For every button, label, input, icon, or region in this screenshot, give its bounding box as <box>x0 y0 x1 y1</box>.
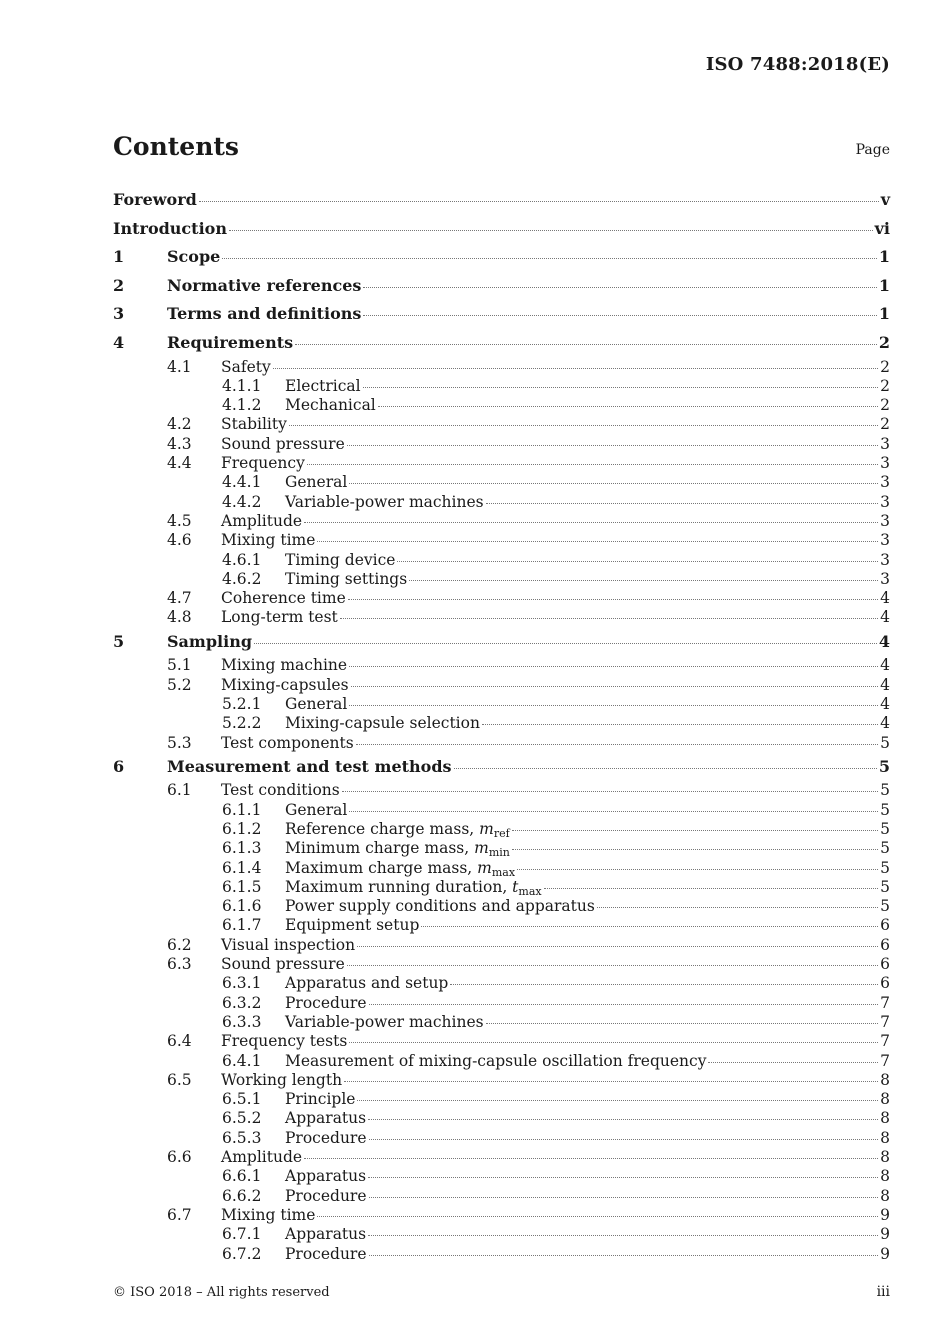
toc-entry-title: Timing settings <box>285 569 408 588</box>
toc-entry-number: 4.4.1 <box>222 473 262 492</box>
toc-entry-number: 6.1 <box>167 781 192 800</box>
toc-entry[interactable] <box>113 1052 890 1071</box>
toc-entry[interactable] <box>113 1206 890 1225</box>
toc-entry-page: 6 <box>880 916 890 935</box>
toc-entry-number: 5.2.2 <box>222 714 262 733</box>
toc-entry-title: Terms and definitions <box>167 304 362 324</box>
toc-entry-page: 4 <box>880 694 890 713</box>
math-subscript: ref <box>493 826 510 840</box>
toc-entry[interactable] <box>113 859 890 878</box>
toc-entry-number: 6.6.2 <box>222 1186 262 1205</box>
toc-entry[interactable] <box>113 435 890 454</box>
toc-entry[interactable] <box>113 272 890 301</box>
toc-entry-page: 4 <box>880 589 890 608</box>
document-id: ISO 7488:2018(E) <box>705 54 890 75</box>
toc-entry-number: 4.1 <box>167 357 192 376</box>
toc-entry-number: 1 <box>113 247 125 267</box>
toc-entry-title: Maximum charge mass, mmax <box>285 858 516 879</box>
toc-entry-number: 5.2.1 <box>222 694 262 713</box>
toc-entry-page: 2 <box>880 396 890 415</box>
math-variable: m <box>477 858 492 877</box>
dot-leader <box>357 945 878 947</box>
toc-entry-title: Variable-power machines <box>285 492 484 511</box>
dot-leader <box>450 983 878 985</box>
toc-entry-title: Frequency <box>221 454 305 473</box>
dot-leader <box>342 790 878 792</box>
toc-entry-page: 7 <box>880 993 890 1012</box>
table-of-contents <box>113 186 890 1264</box>
toc-entry-title: Apparatus <box>285 1109 367 1128</box>
toc-entry-page: 8 <box>880 1070 890 1089</box>
dot-leader <box>304 521 878 523</box>
toc-entry-title: Mixing machine <box>221 656 348 675</box>
toc-entry-title: Working length <box>221 1070 343 1089</box>
toc-entry-number: 3 <box>113 304 125 324</box>
toc-entry-number: 4.8 <box>167 608 192 627</box>
toc-entry[interactable] <box>113 897 890 916</box>
toc-entry-title: Power supply conditions and apparatus <box>285 897 595 916</box>
dot-leader <box>544 887 879 889</box>
toc-entry[interactable] <box>113 1109 890 1128</box>
toc-entry[interactable] <box>113 215 890 244</box>
toc-entry-title: Mixing time <box>221 531 316 550</box>
toc-entry-number: 4.1.2 <box>222 396 262 415</box>
math-variable: m <box>474 839 489 858</box>
toc-entry-number: 6.3 <box>167 955 192 974</box>
dot-leader <box>368 1118 878 1120</box>
footer-page-number: iii <box>876 1284 890 1300</box>
toc-entry[interactable] <box>113 676 890 695</box>
toc-entry-number: 4.6.1 <box>222 550 262 569</box>
toc-entry[interactable] <box>113 531 890 550</box>
toc-entry-title: Procedure <box>285 993 367 1012</box>
dot-leader <box>344 1080 878 1082</box>
toc-entry-title: General <box>285 800 348 819</box>
toc-entry-number: 4.5 <box>167 511 192 530</box>
toc-entry[interactable] <box>113 1167 890 1186</box>
toc-entry[interactable] <box>113 656 890 675</box>
toc-entry-page: 2 <box>880 415 890 434</box>
toc-entry-number: 6.5.1 <box>222 1090 262 1109</box>
toc-entry-title: Apparatus <box>285 1225 367 1244</box>
dot-leader <box>304 1157 878 1159</box>
toc-entry-page: vi <box>874 218 890 238</box>
toc-entry-number: 4.7 <box>167 589 192 608</box>
dot-leader <box>363 286 876 288</box>
toc-entry-number: 5 <box>113 631 125 651</box>
dot-leader <box>512 829 878 831</box>
toc-entry-page: 5 <box>880 781 890 800</box>
toc-entry-number: 6.5 <box>167 1070 192 1089</box>
toc-entry-page: v <box>880 190 890 209</box>
dot-leader <box>378 405 878 407</box>
toc-entry-page: 3 <box>880 569 890 588</box>
toc-entry-number: 6.3.2 <box>222 993 262 1012</box>
toc-entry-number: 6.1.5 <box>222 877 262 896</box>
dot-leader <box>363 314 876 316</box>
toc-entry-title: Reference charge mass, mref <box>285 819 510 840</box>
toc-entry-page: 8 <box>880 1128 890 1147</box>
toc-entry-page: 5 <box>880 839 890 858</box>
dot-leader <box>368 1176 878 1178</box>
dot-leader <box>486 1022 879 1024</box>
toc-entry[interactable] <box>113 454 890 473</box>
toc-entry[interactable] <box>113 1013 890 1032</box>
toc-entry-page: 3 <box>880 473 890 492</box>
toc-entry[interactable] <box>113 473 890 492</box>
page-column-label: Page <box>855 142 890 158</box>
toc-entry-title: Test components <box>221 733 354 752</box>
toc-entry[interactable] <box>113 1187 890 1206</box>
toc-entry[interactable] <box>113 1225 890 1244</box>
dot-leader <box>347 444 878 446</box>
toc-entry[interactable] <box>113 1129 890 1148</box>
dot-leader <box>289 424 878 426</box>
dot-leader <box>199 200 879 202</box>
toc-entry-page: 9 <box>880 1205 890 1224</box>
math-subscript: max <box>491 865 516 879</box>
toc-entry[interactable] <box>113 186 890 215</box>
toc-entry-page: 4 <box>880 714 890 733</box>
toc-entry-page: 8 <box>880 1109 890 1128</box>
toc-entry-title: General <box>285 473 348 492</box>
toc-entry-title: Long-term test <box>221 608 338 627</box>
toc-entry-title: Mechanical <box>285 396 376 415</box>
toc-entry-page: 1 <box>878 247 890 267</box>
dot-leader <box>317 1215 878 1217</box>
toc-entry[interactable] <box>113 801 890 820</box>
toc-entry[interactable] <box>113 1090 890 1109</box>
toc-entry-page: 3 <box>880 531 890 550</box>
toc-entry-title: Test conditions <box>221 781 340 800</box>
dot-leader <box>486 502 879 504</box>
toc-entry[interactable] <box>113 551 890 570</box>
toc-entry-title: Measurement of mixing-capsule oscillation frequency <box>285 1051 707 1070</box>
toc-entry-number: 6.7.2 <box>222 1244 262 1263</box>
footer-copyright: © ISO 2018 – All rights reserved <box>113 1285 330 1300</box>
dot-leader <box>357 1099 878 1101</box>
dot-leader <box>597 906 878 908</box>
toc-entry[interactable] <box>113 329 890 358</box>
toc-entry-page: 3 <box>880 550 890 569</box>
math-variable: t <box>512 877 519 896</box>
toc-entry[interactable] <box>113 415 890 434</box>
toc-entry-title: Variable-power machines <box>285 1012 484 1031</box>
dot-leader <box>273 367 878 369</box>
toc-entry-title: Mixing-capsules <box>221 675 349 694</box>
toc-entry-title: Normative references <box>167 275 362 295</box>
toc-entry-number: 6.6.1 <box>222 1167 262 1186</box>
toc-entry-page: 1 <box>878 275 890 295</box>
toc-entry-page: 8 <box>880 1186 890 1205</box>
dot-leader <box>397 560 878 562</box>
toc-entry-title: Sound pressure <box>221 955 345 974</box>
toc-entry-number: 4.3 <box>167 434 192 453</box>
toc-entry-title: General <box>285 694 348 713</box>
toc-entry-page: 2 <box>880 357 890 376</box>
toc-entry-title: Safety <box>221 357 271 376</box>
dot-leader <box>349 665 878 667</box>
dot-leader <box>409 579 878 581</box>
toc-entry-number: 6 <box>113 756 125 776</box>
toc-entry[interactable] <box>113 994 890 1013</box>
dot-leader <box>454 767 877 769</box>
dot-leader <box>295 343 877 345</box>
toc-entry-page: 6 <box>880 974 890 993</box>
toc-entry-page: 9 <box>880 1244 890 1263</box>
toc-entry[interactable] <box>113 734 890 753</box>
dot-leader <box>517 868 878 870</box>
toc-entry-number: 4.4.2 <box>222 492 262 511</box>
toc-entry-number: 6.7 <box>167 1205 192 1224</box>
toc-entry[interactable] <box>113 695 890 714</box>
toc-entry-page: 8 <box>880 1148 890 1167</box>
toc-entry-number: 2 <box>113 275 125 295</box>
toc-entry[interactable] <box>113 955 890 974</box>
toc-entry-number: 4.2 <box>167 415 192 434</box>
toc-entry[interactable] <box>113 820 890 839</box>
toc-entry-title: Stability <box>221 415 287 434</box>
dot-leader <box>363 386 879 388</box>
toc-entry-page: 4 <box>878 631 890 651</box>
toc-entry[interactable] <box>113 1071 890 1090</box>
dot-leader <box>349 704 878 706</box>
toc-entry-title: Equipment setup <box>285 916 420 935</box>
toc-entry[interactable] <box>113 974 890 993</box>
toc-entry-number: 6.6 <box>167 1148 192 1167</box>
toc-entry-page: 4 <box>880 656 890 675</box>
toc-entry-number: 6.1.3 <box>222 839 262 858</box>
toc-entry-page: 5 <box>880 800 890 819</box>
toc-entry-number: 6.4.1 <box>222 1051 262 1070</box>
toc-entry-page: 2 <box>878 332 890 352</box>
toc-entry-title: Principle <box>285 1090 356 1109</box>
dot-leader <box>349 810 878 812</box>
math-subscript: min <box>488 846 510 860</box>
toc-entry-title: Amplitude <box>221 1148 303 1167</box>
dot-leader <box>482 723 878 725</box>
toc-entry-number: 4.6.2 <box>222 569 262 588</box>
toc-entry-number: 6.1.6 <box>222 897 262 916</box>
toc-entry-page: 6 <box>880 955 890 974</box>
toc-entry-title: Frequency tests <box>221 1032 348 1051</box>
toc-entry-page: 5 <box>880 877 890 896</box>
dot-leader <box>351 685 879 687</box>
toc-entry-number: 6.1.1 <box>222 800 262 819</box>
toc-entry-page: 5 <box>880 733 890 752</box>
toc-entry-page: 3 <box>880 434 890 453</box>
toc-entry[interactable] <box>113 839 890 858</box>
toc-entry-number: 4 <box>113 332 125 352</box>
toc-entry[interactable] <box>113 628 890 657</box>
toc-entry[interactable] <box>113 936 890 955</box>
toc-entry-title: Coherence time <box>221 589 346 608</box>
toc-entry-title: Sampling <box>167 631 253 651</box>
dot-leader <box>317 540 878 542</box>
toc-entry-title: Requirements <box>167 332 294 352</box>
toc-entry-title: Apparatus <box>285 1167 367 1186</box>
toc-entry-page: 5 <box>880 897 890 916</box>
contents-heading: Contents <box>113 132 240 161</box>
dot-leader <box>369 1254 879 1256</box>
toc-entry-page: 5 <box>880 858 890 877</box>
toc-entry-number: 6.2 <box>167 935 192 954</box>
toc-entry-number: 6.1.4 <box>222 858 262 877</box>
toc-entry-number: 5.1 <box>167 656 192 675</box>
toc-entry-number: 6.5.2 <box>222 1109 262 1128</box>
toc-entry-page: 2 <box>880 376 890 395</box>
toc-entry-page: 9 <box>880 1225 890 1244</box>
toc-entry[interactable] <box>113 1245 890 1264</box>
toc-entry-page: 6 <box>880 935 890 954</box>
toc-entry[interactable] <box>113 916 890 935</box>
toc-entry-page: 5 <box>878 756 890 776</box>
toc-entry-title: Mixing time <box>221 1205 316 1224</box>
toc-entry[interactable] <box>113 714 890 733</box>
toc-entry-title: Maximum running duration, tmax <box>285 877 542 898</box>
toc-entry[interactable] <box>113 377 890 396</box>
toc-entry-title: Amplitude <box>221 511 303 530</box>
toc-entry-title: Procedure <box>285 1244 367 1263</box>
toc-entry[interactable] <box>113 753 890 782</box>
toc-entry-page: 5 <box>880 819 890 838</box>
toc-entry[interactable] <box>113 608 890 627</box>
toc-entry[interactable] <box>113 589 890 608</box>
dot-leader <box>347 964 878 966</box>
toc-entry-title: Minimum charge mass, mmin <box>285 839 510 860</box>
toc-entry-title: Measurement and test methods <box>167 756 452 776</box>
toc-entry-number: 6.3.1 <box>222 974 262 993</box>
toc-entry[interactable] <box>113 358 890 377</box>
toc-entry-page: 7 <box>880 1012 890 1031</box>
toc-entry-number: 4.4 <box>167 454 192 473</box>
dot-leader <box>421 925 878 927</box>
toc-entry-number: 6.1.7 <box>222 916 262 935</box>
toc-entry-number: 6.3.3 <box>222 1012 262 1031</box>
toc-entry-number: 5.3 <box>167 733 192 752</box>
toc-entry-title: Electrical <box>285 376 361 395</box>
dot-leader <box>512 848 878 850</box>
toc-entry-title: Procedure <box>285 1128 367 1147</box>
toc-entry[interactable] <box>113 493 890 512</box>
toc-entry[interactable] <box>113 1032 890 1051</box>
toc-entry[interactable] <box>113 781 890 800</box>
dot-leader <box>307 463 878 465</box>
dot-leader <box>254 642 877 644</box>
toc-entry-title: Procedure <box>285 1186 367 1205</box>
toc-entry-number: 5.2 <box>167 675 192 694</box>
toc-entry-title: Sound pressure <box>221 434 345 453</box>
dot-leader <box>369 1138 879 1140</box>
toc-entry[interactable] <box>113 300 890 329</box>
toc-entry[interactable] <box>113 878 890 897</box>
toc-entry-number: 6.4 <box>167 1032 192 1051</box>
dot-leader <box>229 229 873 231</box>
toc-entry[interactable] <box>113 396 890 415</box>
toc-entry-page: 7 <box>880 1032 890 1051</box>
math-variable: m <box>479 819 494 838</box>
toc-entry-page: 8 <box>880 1090 890 1109</box>
toc-entry[interactable] <box>113 512 890 531</box>
toc-entry-page: 3 <box>880 511 890 530</box>
toc-entry[interactable] <box>113 243 890 272</box>
toc-entry-page: 4 <box>880 608 890 627</box>
toc-entry-title: Foreword <box>113 190 197 209</box>
toc-entry-page: 8 <box>880 1167 890 1186</box>
toc-entry-page: 4 <box>880 675 890 694</box>
toc-entry-number: 6.7.1 <box>222 1225 262 1244</box>
dot-leader <box>349 482 878 484</box>
toc-entry-title: Scope <box>167 247 221 267</box>
dot-leader <box>368 1234 878 1236</box>
toc-entry[interactable] <box>113 570 890 589</box>
toc-entry-number: 6.1.2 <box>222 819 262 838</box>
dot-leader <box>708 1061 878 1063</box>
dot-leader <box>348 598 878 600</box>
toc-entry-number: 4.6 <box>167 531 192 550</box>
dot-leader <box>356 743 878 745</box>
toc-entry-title: Apparatus and setup <box>285 974 449 993</box>
toc-entry-number: 6.5.3 <box>222 1128 262 1147</box>
toc-entry-title: Visual inspection <box>221 935 356 954</box>
toc-entry-title: Introduction <box>113 218 227 238</box>
dot-leader <box>369 1196 879 1198</box>
toc-entry-page: 3 <box>880 492 890 511</box>
toc-entry[interactable] <box>113 1148 890 1167</box>
dot-leader <box>369 1003 879 1005</box>
dot-leader <box>349 1041 878 1043</box>
toc-entry-page: 7 <box>880 1051 890 1070</box>
toc-entry-title: Mixing-capsule selection <box>285 714 480 733</box>
dot-leader <box>222 257 877 259</box>
dot-leader <box>340 617 878 619</box>
math-subscript: max <box>518 884 542 898</box>
toc-entry-number: 4.1.1 <box>222 376 262 395</box>
toc-entry-title: Timing device <box>285 550 396 569</box>
toc-entry-page: 1 <box>878 304 890 324</box>
toc-entry-page: 3 <box>880 454 890 473</box>
